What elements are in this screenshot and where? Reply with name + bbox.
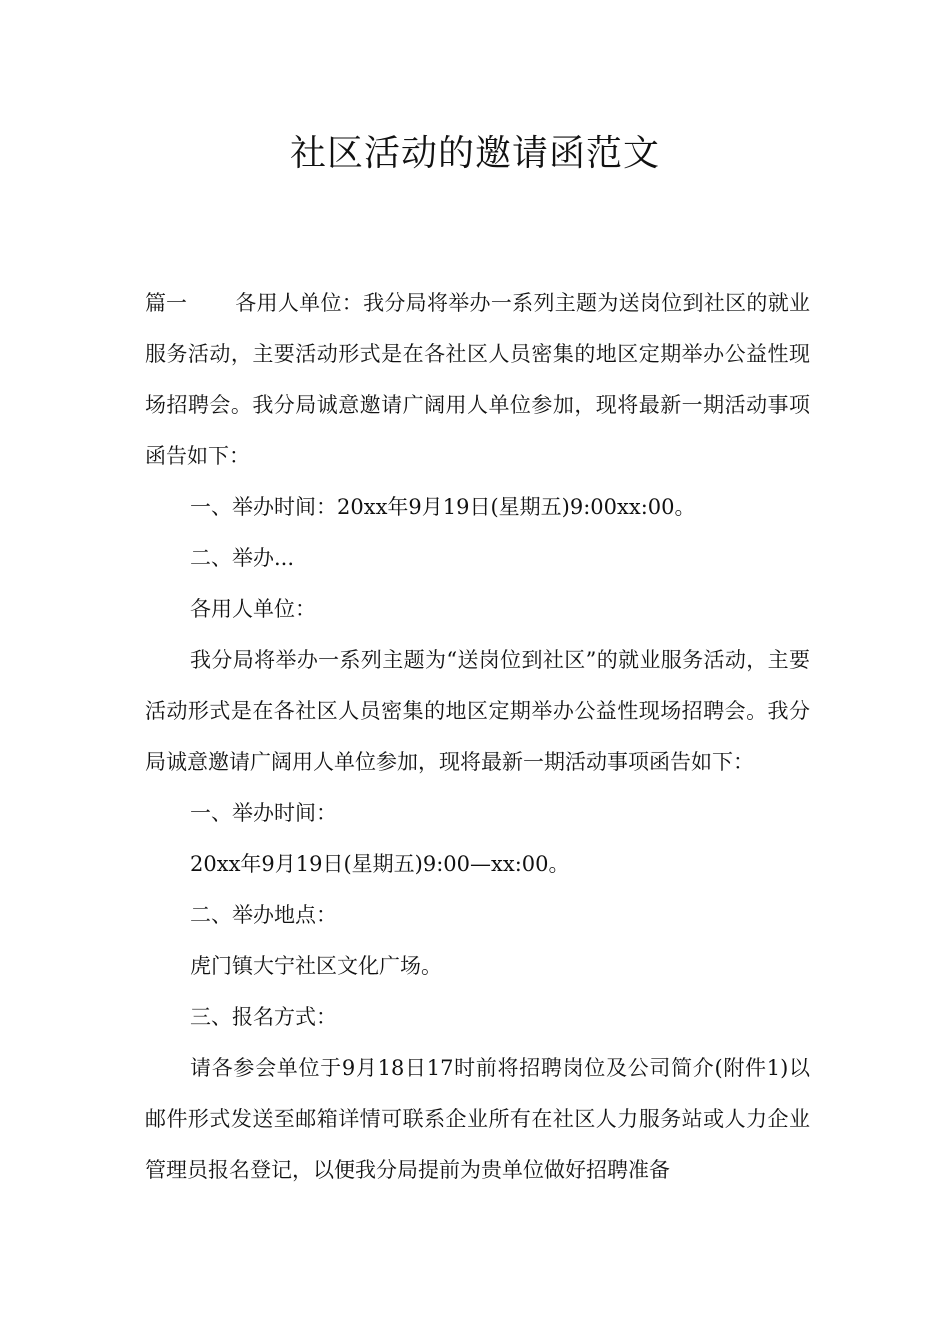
- paragraph-intro: [145, 278, 810, 482]
- document-title: 社区活动的邀请函范文: [289, 133, 660, 174]
- paragraph-main: 我分局将举办一系列主题为“送岗位到社区”的就业服务活动，主要活动形式是在各社区人员密集的地区定期举办公益性现场招聘会。我分局诚意邀请广阔用人单位参加，现将最新一期活动事项函告如下：: [145, 648, 810, 774]
- paragraph-salutation: 各用人单位：: [190, 597, 316, 621]
- heading-time: 一、举办时间：: [190, 801, 337, 825]
- heading-place: 二、举办地点：: [190, 903, 337, 927]
- heading-registration: 三、报名方式：: [190, 1005, 337, 1029]
- paragraph-place: 虎门镇大宁社区文化广场。: [190, 954, 442, 978]
- paragraph-time: 20xx年9月19日(星期五)9:00—xx:00。: [190, 852, 570, 876]
- section-label: 篇一: [145, 291, 187, 315]
- document-body: [145, 278, 810, 1196]
- paragraph-registration: 请各参会单位于9月18日17时前将招聘岗位及公司简介(附件1)以邮件形式发送至邮箱详情可联系企业所有在社区人力服务站或人力企业管理员报名登记，以便我分局提前为贵单位做好招聘准备: [145, 1056, 810, 1182]
- paragraph-time-summary: 一、举办时间：20xx年9月19日(星期五)9:00xx:00。: [190, 495, 696, 519]
- paragraph-text: 各用人单位：我分局将举办一系列主题为送岗位到社区的就业服务活动，主要活动形式是在各社区人员密集的地区定期举办公益性现场招聘会。我分局诚意邀请广阔用人单位参加，现将最新一期活动事项函告如下：: [145, 291, 810, 468]
- paragraph-place-truncated: 二、举办...: [190, 546, 295, 570]
